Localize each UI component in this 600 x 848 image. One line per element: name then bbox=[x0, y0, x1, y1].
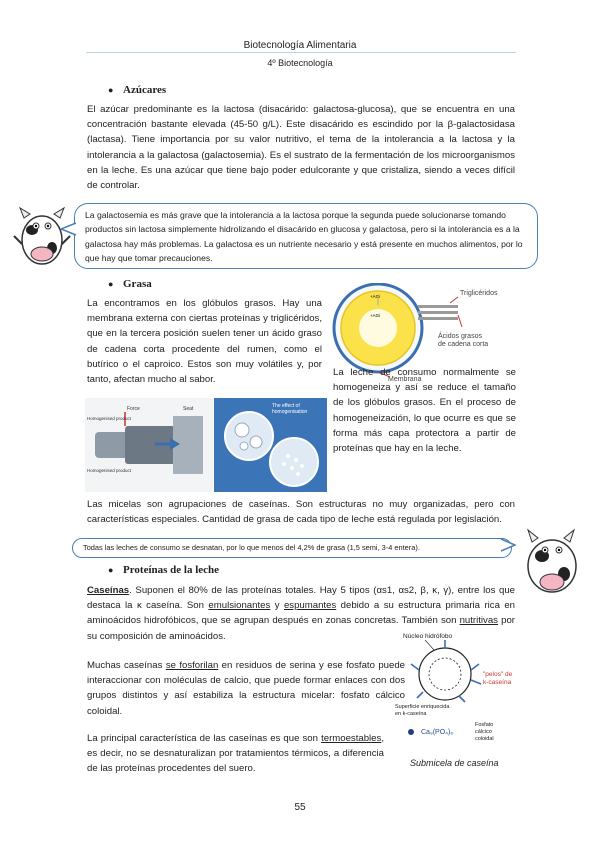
phospho-text-a: Muchas caseínas bbox=[87, 660, 166, 671]
casein-submicelle-diagram bbox=[395, 630, 520, 758]
label-triglycerides: Triglicéridos bbox=[460, 290, 498, 297]
label-effect-1: The effect of bbox=[272, 403, 300, 409]
bullet-icon: ● bbox=[108, 279, 114, 289]
bubble-pointer bbox=[60, 222, 78, 236]
galactosemia-note bbox=[74, 203, 538, 269]
label-kcasein-hairs-2: k-caseína bbox=[483, 679, 512, 686]
bullet-icon: ● bbox=[108, 85, 114, 95]
document-header-subtitle: 4º Biotecnología bbox=[267, 58, 333, 68]
label-phosphate-2: cálcico bbox=[475, 729, 492, 735]
label-hydrophobic-core: Núcleo hidrófobo bbox=[403, 633, 453, 640]
label-surface-1: Superficie enriquecida bbox=[395, 704, 450, 710]
skimming-note-text: Todas las leches de consumo se desnatan, por lo que menos del 4,2% de grasa (1,5 semi, 3-4 entera). bbox=[83, 543, 420, 552]
fat-paragraph-1: La encontramos en los glóbulos grasos. Hay una membrana externa con ciertas proteínas y triglicéridos, que en la tercera posición suelen tener un ácido graso de cadena corta procedente del rumen, como el butírico o el caproico. Estos son muy volátiles y, por tanto, afectan mucho al sabor. bbox=[87, 298, 322, 386]
caseins-text-c: debido a su estructura primaria rica en aminoácidos hidrofóbicos, que se agrupan después en zonas concretas. También son bbox=[87, 600, 516, 627]
label-kcasein-hairs-1: "pelos" de bbox=[483, 671, 513, 678]
fat-paragraph-2: La leche de consumo normalmente se homogeneiza y así se reduce el tamaño de los glóbulos grasos. En el proceso de homogeneización, lo que ocurre es que se forma más capa protectora a partir de proteínas que hay en la leche. bbox=[333, 367, 516, 455]
galactosemia-note-text: La galactosemia es más grave que la intolerancia a la lactosa porque la segunda puede solucionarse tomando productos sin lactosa simplemente hidrolizando el disacárido en glucosa y galactosa, pero si la intolerancia es a la galactosa hay más problemas. La galactosa es un nutriente necesario y está presente en muchos alimentos, por lo que hay que tomar precauciones. bbox=[85, 210, 523, 264]
label-phosphate-1: Fosfato bbox=[475, 722, 494, 728]
submicelle-caption: Submicela de caseína bbox=[410, 758, 499, 768]
term-thermostable: termoestables bbox=[321, 733, 382, 744]
thermo-text-b: , es decir, no se desnaturalizan por tratamientos térmicos, a diferencia de las proteínas procedentes del suero. bbox=[87, 733, 384, 775]
page-number: 55 bbox=[294, 802, 306, 813]
label-phosphate-3: coloidal bbox=[475, 736, 494, 742]
label-unhomogenised-product: Homogenised product bbox=[87, 468, 132, 473]
cow-mascot-icon bbox=[12, 200, 72, 272]
phosphorylation-paragraph bbox=[87, 658, 405, 719]
label-fatty-acids-1: Ácidos grasos bbox=[438, 333, 482, 340]
cow-mascot-icon bbox=[514, 522, 588, 598]
caseins-text-b: y bbox=[270, 600, 284, 612]
skimming-note bbox=[72, 538, 512, 558]
thermo-text-a: La principal característica de las caseínas es que son bbox=[87, 733, 322, 744]
label-force: Force bbox=[127, 406, 140, 412]
term-phosphorylated: se fosforilan bbox=[165, 660, 219, 671]
globule-label-inner: +AGi bbox=[370, 313, 381, 318]
fat-paragraph-3: Las micelas son agrupaciones de caseínas. Son estructuras no muy organizadas, pero con características especiales. Cantidad de grasa de cada tipo de leche está regulada por legislación. bbox=[87, 499, 515, 526]
caseins-term: Caseínas bbox=[87, 585, 130, 596]
label-fatty-acids-2: de cadena corta bbox=[438, 341, 489, 348]
label-effect-2: homogenisation bbox=[272, 409, 308, 415]
bullet-icon: ● bbox=[108, 565, 114, 575]
label-formula: Ca₉(PO₄)₆ bbox=[421, 729, 454, 736]
term-foaming: espumantes bbox=[283, 600, 337, 612]
label-surface-2: en k-caseína bbox=[395, 711, 427, 717]
globule-label-tg: +AGi bbox=[370, 294, 381, 299]
section-heading-fat: Grasa bbox=[123, 278, 152, 290]
caseins-text-a: . Suponen el 80% de las proteínas totales. Hay 5 tipos (αs1, αs2, β, κ, γ), entre los que destaca la κ caseína. Son bbox=[87, 585, 515, 612]
phospho-text-b: en residuos de serina y ese fosfato puede interaccionar con moléculas de calcio, que puede formar enlaces con dos grupos distintos y así estabiliza la estructura micelar: fosfato cálcico coloidal. bbox=[87, 660, 405, 717]
document-header-title: Biotecnología Alimentaria bbox=[243, 40, 357, 51]
label-seat: Seat bbox=[183, 406, 194, 412]
label-membrane: Membrana bbox=[388, 376, 422, 383]
caseins-text-d: por su composición de aminoácidos. bbox=[87, 615, 515, 642]
homogenizer-valve-diagram bbox=[85, 398, 213, 492]
homogenisation-effect-image bbox=[214, 398, 327, 492]
section-heading-sugars: Azúcares bbox=[123, 84, 167, 96]
sugars-paragraph: El azúcar predominante es la lactosa (disacárido: galactosa-glucosa), que se encuentra en una concentración bastante elevada (45-50 g/L). Este disacárido es escindido por la β-galactosidasa (lactasa). Tiene importancia por su valor nutritivo, el tema de la intolerancia a la lactosa y la intolerancia a la galactosa (galactosemia). Es el sustrato de la fermentación de los microorganismos en la leche. Es una azúcar que tiene bajo poder edulcorante y que cristaliza, siendo a veces difícil de controlar. bbox=[87, 104, 515, 192]
header-divider bbox=[86, 52, 516, 53]
label-homogenised-product: Homogenised product bbox=[87, 416, 132, 421]
term-nutritive: nutritivas bbox=[459, 615, 498, 627]
thermostable-paragraph bbox=[87, 731, 384, 777]
section-heading-proteins: Proteínas de la leche bbox=[123, 564, 220, 576]
term-emulsifying: emulsionantes bbox=[208, 600, 271, 612]
